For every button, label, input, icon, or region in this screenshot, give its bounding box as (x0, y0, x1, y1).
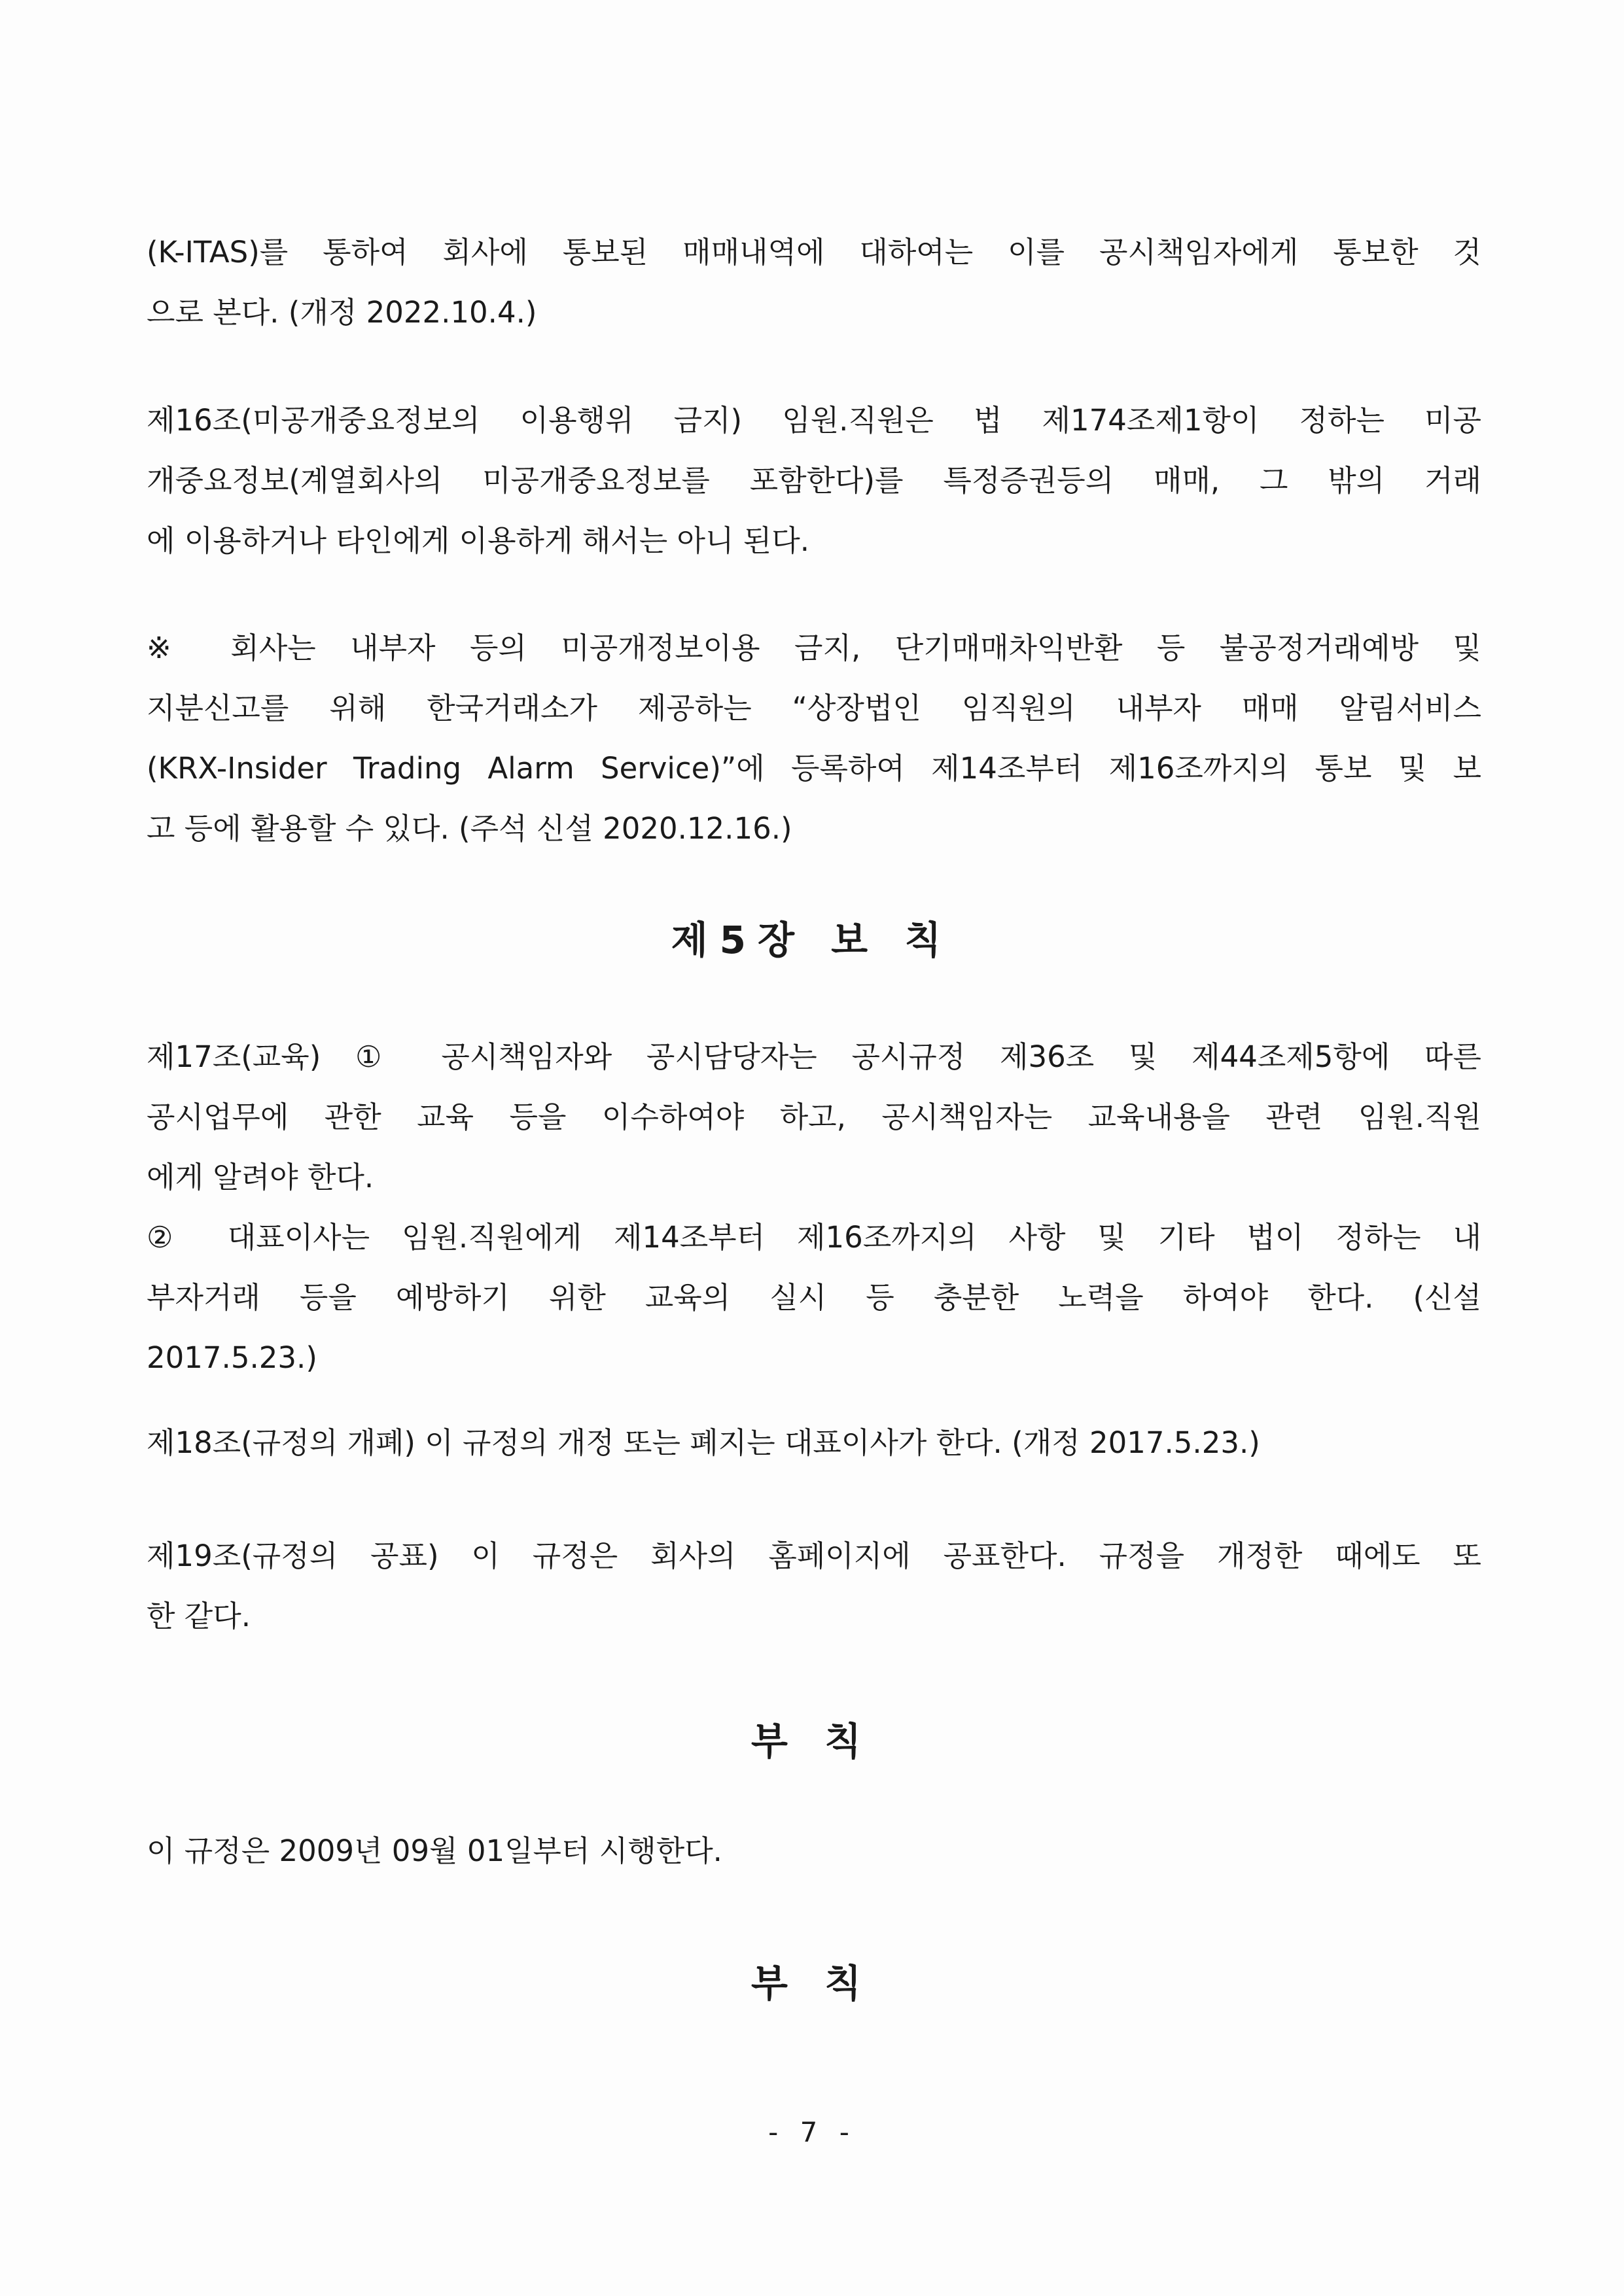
text-line: 지분신고를 위해 한국거래소가 제공하는 “상장법인 임직원의 내부자 매매 알림서비스 (147, 691, 1481, 725)
text-line: 고 등에 활용할 수 있다. (주석 신설 2020.12.16.) (147, 811, 792, 846)
article-18 (147, 1413, 1481, 1473)
text-line: 2017.5.23.) (147, 1340, 317, 1375)
text-line: 제19조(규정의 공표) 이 규정은 회사의 홈페이지에 공표한다. 규정을 개정한 때에도 또 (147, 1539, 1481, 1573)
text-line: 이 규정은 2009년 09월 01일부터 시행한다. (147, 1834, 722, 1868)
page-number: - 7 - (768, 2116, 856, 2148)
note-krx-service (147, 618, 1481, 859)
text-line: 에게 알려야 한다. (147, 1160, 374, 1194)
text-line: 제16조(미공개중요정보의 이용행위 금지) 임원.직원은 법 제174조제1항이 정하는 미공 (147, 403, 1481, 438)
text-line: 에 이용하거나 타인에게 이용하게 해서는 아니 된다. (147, 523, 810, 558)
article-16 (147, 391, 1481, 571)
text-line: 한 같다. (147, 1599, 251, 1633)
text-line: 개중요정보(계열회사의 미공개중요정보를 포함한다)를 특정증권등의 매매, 그 밖의 거래 (147, 463, 1481, 498)
text-line: 제17조(교육) ① 공시책임자와 공시담당자는 공시규정 제36조 및 제44조제5항에 따른 (147, 1039, 1481, 1074)
article-19 (147, 1526, 1481, 1646)
supplementary-heading-2: 부 칙 (750, 1961, 874, 2006)
chapter-5-heading: 제5장 보 칙 (671, 918, 953, 962)
text-line: 제18조(규정의 개폐) 이 규정의 개정 또는 폐지는 대표이사가 한다. (개정 2017.5.23.) (147, 1425, 1260, 1460)
text-line: 공시업무에 관한 교육 등을 이수하여야 하고, 공시책임자는 교육내용을 관련 임원.직원 (147, 1100, 1481, 1134)
article-17 (147, 1027, 1481, 1388)
text-line: 부자거래 등을 예방하기 위한 교육의 실시 등 충분한 노력을 하여야 한다. (신설 (147, 1280, 1481, 1315)
text-line: (K-ITAS)를 통하여 회사에 통보된 매매내역에 대하여는 이를 공시책임자에게 통보한 것 (147, 235, 1481, 270)
supplementary-heading-1: 부 칙 (750, 1719, 874, 1764)
text-line: 으로 본다. (개정 2022.10.4.) (147, 295, 537, 330)
text-line: ② 대표이사는 임원.직원에게 제14조부터 제16조까지의 사항 및 기타 법이 정하는 내 (147, 1220, 1481, 1255)
text-line: (KRX-Insider Trading Alarm Service)”에 등록하여 제14조부터 제16조까지의 통보 및 보 (147, 751, 1481, 786)
supplementary-provision-1 (147, 1821, 1481, 1881)
text-line: ※ 회사는 내부자 등의 미공개정보이용 금지, 단기매매차익반환 등 불공정거래예방 및 (147, 631, 1481, 665)
paragraph-k-itas (147, 222, 1481, 343)
